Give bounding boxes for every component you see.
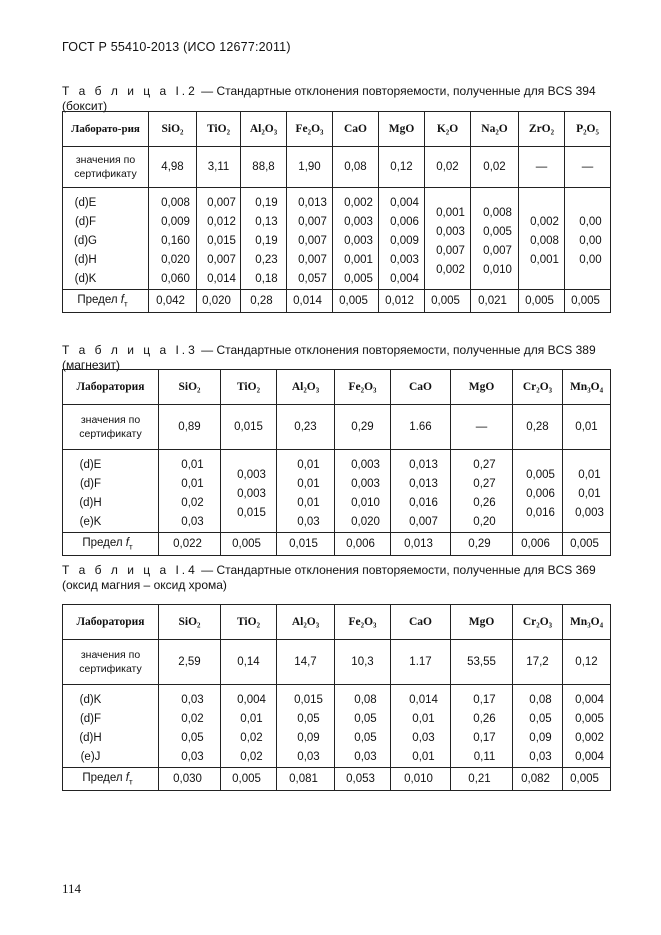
data-value: 0,005 [526, 468, 555, 481]
data-value: 0,006 [526, 487, 555, 500]
data-value: 0,014 [409, 694, 438, 706]
limit-value: 0,28 [241, 290, 287, 313]
limit-label: Предел $f_т$ [63, 533, 159, 556]
cert-value: 0,02 [471, 147, 519, 188]
limit-value: 0,013 [391, 533, 451, 556]
data-value: 0,001 [530, 254, 559, 266]
limit-value: 0,005 [563, 768, 611, 791]
data-column [335, 450, 391, 533]
cert-value: 0,12 [563, 640, 611, 685]
limit-value: 0,005 [519, 290, 565, 313]
cert-value: 1,90 [287, 147, 333, 188]
data-value: 0,05 [181, 732, 204, 744]
data-value: 0,002 [344, 197, 373, 209]
page-number: 114 [62, 881, 82, 896]
cert-value: — [451, 405, 513, 450]
data-value: 0,016 [526, 506, 555, 519]
data-column [379, 188, 425, 290]
lab-name: (d)F [79, 713, 102, 725]
data-value: 0,01 [181, 459, 204, 471]
data-value: 0,020 [351, 516, 380, 528]
data-value: 0,03 [181, 694, 204, 706]
column-header: Mn₃O₄ [563, 370, 611, 405]
data-value: 0,007 [409, 516, 438, 528]
cert-value: 3,11 [197, 147, 241, 188]
data-value: 0,009 [161, 216, 190, 228]
data-value: 0,03 [529, 751, 552, 763]
cert-value: 0,28 [513, 405, 563, 450]
limit-value: 0,005 [565, 290, 611, 313]
data-value: 0,09 [529, 732, 552, 744]
data-column [197, 188, 241, 290]
data-value: 0,003 [390, 254, 419, 266]
data-value: 0,009 [390, 235, 419, 247]
data-value: 0,015 [294, 694, 323, 706]
table-i3 [62, 369, 611, 556]
column-header: Al₂O₃ [277, 370, 335, 405]
data-value: 0,01 [578, 487, 601, 500]
cert-label: значения по сертификату [63, 147, 149, 188]
limit-value: 0,005 [563, 533, 611, 556]
data-value: 0,003 [351, 459, 380, 471]
lab-name: (d)K [74, 273, 97, 285]
data-value: 0,08 [529, 694, 552, 706]
data-value: 0,003 [237, 468, 266, 481]
column-header: Fe₂O₃ [287, 112, 333, 147]
data-value: 0,17 [473, 694, 496, 706]
cert-value: 0,08 [333, 147, 379, 188]
data-value: 0,005 [483, 225, 512, 238]
data-value: 0,003 [344, 216, 373, 228]
data-value: 0,007 [298, 235, 327, 247]
data-value: 0,02 [181, 497, 204, 509]
limit-value: 0,005 [221, 533, 277, 556]
data-value: 0,057 [298, 273, 327, 285]
lab-name: (d)F [74, 216, 97, 228]
column-header: K₂O [425, 112, 471, 147]
data-value: 0,007 [207, 254, 236, 266]
lab-header: Лаборатория [63, 370, 159, 405]
column-header: CaO [391, 605, 451, 640]
limit-value: 0,022 [159, 533, 221, 556]
caption-text: — Стандартные отклонения повторяемости, полученные для BCS 389 (магнезит) [62, 343, 596, 372]
data-value: 0,004 [575, 694, 604, 706]
data-value: 0,23 [255, 254, 278, 266]
data-value: 0,05 [529, 713, 552, 725]
data-value: 0,014 [207, 273, 236, 285]
data-column [333, 188, 379, 290]
cert-value: 0,29 [335, 405, 391, 450]
data-value: 0,26 [473, 713, 496, 725]
data-column [335, 685, 391, 768]
table-i4 [62, 604, 611, 791]
limit-value: 0,012 [379, 290, 425, 313]
cert-value: 0,01 [563, 405, 611, 450]
data-value: 0,003 [344, 235, 373, 247]
data-value: 0,19 [255, 235, 278, 247]
document-header: ГОСТ Р 55410-2013 (ИСО 12677:2011) [62, 40, 291, 54]
lab-name: (d)F [79, 478, 102, 490]
data-value: 0,18 [255, 273, 278, 285]
column-header: SiO₂ [159, 370, 221, 405]
lab-list [63, 450, 159, 533]
column-header: TiO₂ [197, 112, 241, 147]
data-column [277, 685, 335, 768]
data-value: 0,001 [344, 254, 373, 266]
data-value: 0,01 [578, 468, 601, 481]
cert-value: 0,14 [221, 640, 277, 685]
data-value: 0,004 [390, 197, 419, 209]
data-value: 0,03 [297, 751, 320, 763]
data-value: 0,00 [579, 235, 602, 247]
lab-name: (e)K [79, 516, 102, 528]
cert-label: значения по сертификату [63, 640, 159, 685]
data-value: 0,09 [297, 732, 320, 744]
column-header: TiO₂ [221, 370, 277, 405]
data-value: 0,27 [473, 459, 496, 471]
data-value: 0,17 [473, 732, 496, 744]
data-value: 0,002 [530, 216, 559, 228]
data-value: 0,005 [344, 273, 373, 285]
data-value: 0,015 [237, 506, 266, 519]
column-header: MgO [451, 605, 513, 640]
column-header: CaO [333, 112, 379, 147]
column-header: Fe₂O₃ [335, 370, 391, 405]
data-value: 0,010 [483, 263, 512, 276]
cert-value: 53,55 [451, 640, 513, 685]
data-value: 0,015 [207, 235, 236, 247]
data-value: 0,007 [483, 244, 512, 257]
column-header: Mn₃O₄ [563, 605, 611, 640]
column-header: SiO₂ [159, 605, 221, 640]
data-value: 0,004 [237, 694, 266, 706]
data-value: 0,007 [298, 216, 327, 228]
data-column [513, 685, 563, 768]
column-header: Fe₂O₃ [335, 605, 391, 640]
cert-value: — [519, 147, 565, 188]
cert-value: 0,015 [221, 405, 277, 450]
data-value: 0,05 [354, 713, 377, 725]
data-column [471, 188, 519, 290]
data-column [277, 450, 335, 533]
data-value: 0,11 [473, 751, 496, 763]
cert-label: значения по сертификату [63, 405, 159, 450]
caption-prefix: Т а б л и ц а I.3 [62, 343, 198, 357]
data-value: 0,004 [575, 751, 604, 763]
data-value: 0,008 [161, 197, 190, 209]
limit-value: 0,005 [221, 768, 277, 791]
lab-name: (e)J [80, 751, 101, 763]
data-value: 0,03 [297, 516, 320, 528]
data-column [221, 685, 277, 768]
data-value: 0,006 [390, 216, 419, 228]
data-value: 0,002 [575, 732, 604, 744]
data-value: 0,007 [436, 244, 465, 257]
limit-value: 0,005 [425, 290, 471, 313]
caption-text: — Стандартные отклонения повторяемости, полученные для BCS 369 (оксид магния – оксид хрома) [62, 563, 596, 592]
data-value: 0,02 [240, 732, 263, 744]
data-column [425, 188, 471, 290]
data-value: 0,01 [240, 713, 263, 725]
caption-text: — Стандартные отклонения повторяемости, полученные для BCS 394 (боксит) [62, 84, 596, 113]
cert-value: 1.66 [391, 405, 451, 450]
lab-list [63, 685, 159, 768]
limit-value: 0,014 [287, 290, 333, 313]
data-column [221, 450, 277, 533]
data-value: 0,01 [297, 459, 320, 471]
data-value: 0,01 [297, 497, 320, 509]
cert-value: 2,59 [159, 640, 221, 685]
data-value: 0,008 [530, 235, 559, 247]
limit-value: 0,082 [513, 768, 563, 791]
limit-value: 0,020 [197, 290, 241, 313]
data-value: 0,01 [412, 751, 435, 763]
column-header: MgO [451, 370, 513, 405]
data-value: 0,003 [351, 478, 380, 490]
data-value: 0,016 [409, 497, 438, 509]
data-value: 0,27 [473, 478, 496, 490]
data-value: 0,013 [409, 459, 438, 471]
cert-value: 10,3 [335, 640, 391, 685]
cert-value: — [565, 147, 611, 188]
limit-value: 0,015 [277, 533, 335, 556]
data-column [451, 685, 513, 768]
caption-prefix: Т а б л и ц а I.4 [62, 563, 198, 577]
cert-value: 17,2 [513, 640, 563, 685]
column-header: SiO₂ [149, 112, 197, 147]
data-column [451, 450, 513, 533]
limit-label: Предел $f_т$ [63, 768, 159, 791]
cert-value: 0,89 [159, 405, 221, 450]
data-column [391, 685, 451, 768]
column-header: CaO [391, 370, 451, 405]
data-value: 0,05 [297, 713, 320, 725]
data-value: 0,00 [579, 216, 602, 228]
table-caption-i4 [62, 563, 617, 593]
data-value: 0,002 [436, 263, 465, 276]
data-column [563, 450, 611, 533]
data-value: 0,060 [161, 273, 190, 285]
column-header: MgO [379, 112, 425, 147]
data-value: 0,007 [207, 197, 236, 209]
data-value: 0,012 [207, 216, 236, 228]
limit-value: 0,042 [149, 290, 197, 313]
cert-value: 0,02 [425, 147, 471, 188]
limit-label: Предел $f_т$ [63, 290, 149, 313]
data-value: 0,19 [255, 197, 278, 209]
data-value: 0,13 [255, 216, 278, 228]
limit-value: 0,053 [335, 768, 391, 791]
lab-name: (d)E [79, 459, 102, 471]
data-column [159, 685, 221, 768]
caption-prefix: Т а б л и ц а I.2 [62, 84, 198, 98]
data-value: 0,013 [409, 478, 438, 490]
data-column [287, 188, 333, 290]
limit-value: 0,29 [451, 533, 513, 556]
column-header: Cr₂O₃ [513, 370, 563, 405]
limit-value: 0,006 [513, 533, 563, 556]
lab-name: (d)E [74, 197, 97, 209]
lab-header: Лаборато-рия [63, 112, 149, 147]
limit-value: 0,030 [159, 768, 221, 791]
lab-list [63, 188, 149, 290]
column-header: Al₂O₃ [277, 605, 335, 640]
data-value: 0,008 [483, 206, 512, 219]
limit-value: 0,081 [277, 768, 335, 791]
data-value: 0,02 [181, 713, 204, 725]
lab-name: (d)H [74, 254, 97, 266]
data-value: 0,02 [240, 751, 263, 763]
cert-value: 14,7 [277, 640, 335, 685]
data-value: 0,001 [436, 206, 465, 219]
data-value: 0,03 [354, 751, 377, 763]
column-header: ZrO₂ [519, 112, 565, 147]
cert-value: 88,8 [241, 147, 287, 188]
data-value: 0,05 [354, 732, 377, 744]
column-header: Al₂O₃ [241, 112, 287, 147]
data-value: 0,020 [161, 254, 190, 266]
lab-name: (d)H [79, 732, 102, 744]
data-value: 0,003 [436, 225, 465, 238]
data-value: 0,03 [181, 516, 204, 528]
column-header: TiO₂ [221, 605, 277, 640]
data-value: 0,01 [297, 478, 320, 490]
data-value: 0,26 [473, 497, 496, 509]
data-value: 0,03 [181, 751, 204, 763]
data-column [391, 450, 451, 533]
data-value: 0,01 [412, 713, 435, 725]
lab-name: (d)H [79, 497, 102, 509]
table-caption-i2 [62, 84, 617, 114]
data-value: 0,03 [412, 732, 435, 744]
limit-value: 0,21 [451, 768, 513, 791]
data-column [159, 450, 221, 533]
lab-name: (d)G [74, 235, 97, 247]
column-header: P₂O₅ [565, 112, 611, 147]
data-column [565, 188, 611, 290]
data-column [149, 188, 197, 290]
data-value: 0,003 [575, 506, 604, 519]
cert-value: 0,12 [379, 147, 425, 188]
data-value: 0,013 [298, 197, 327, 209]
limit-value: 0,021 [471, 290, 519, 313]
column-header: Cr₂O₃ [513, 605, 563, 640]
data-column [563, 685, 611, 768]
data-value: 0,007 [298, 254, 327, 266]
cert-value: 4,98 [149, 147, 197, 188]
data-value: 0,010 [351, 497, 380, 509]
data-value: 0,160 [161, 235, 190, 247]
lab-header: Лаборатория [63, 605, 159, 640]
data-value: 0,004 [390, 273, 419, 285]
data-column [241, 188, 287, 290]
data-value: 0,005 [575, 713, 604, 725]
data-value: 0,20 [473, 516, 496, 528]
data-column [519, 188, 565, 290]
limit-value: 0,006 [335, 533, 391, 556]
limit-value: 0,005 [333, 290, 379, 313]
data-column [513, 450, 563, 533]
cert-value: 1.17 [391, 640, 451, 685]
data-value: 0,00 [579, 254, 602, 266]
data-value: 0,01 [181, 478, 204, 490]
data-value: 0,08 [354, 694, 377, 706]
table-i2 [62, 111, 611, 313]
limit-value: 0,010 [391, 768, 451, 791]
data-value: 0,003 [237, 487, 266, 500]
lab-name: (d)K [79, 694, 102, 706]
column-header: Na₂O [471, 112, 519, 147]
cert-value: 0,23 [277, 405, 335, 450]
